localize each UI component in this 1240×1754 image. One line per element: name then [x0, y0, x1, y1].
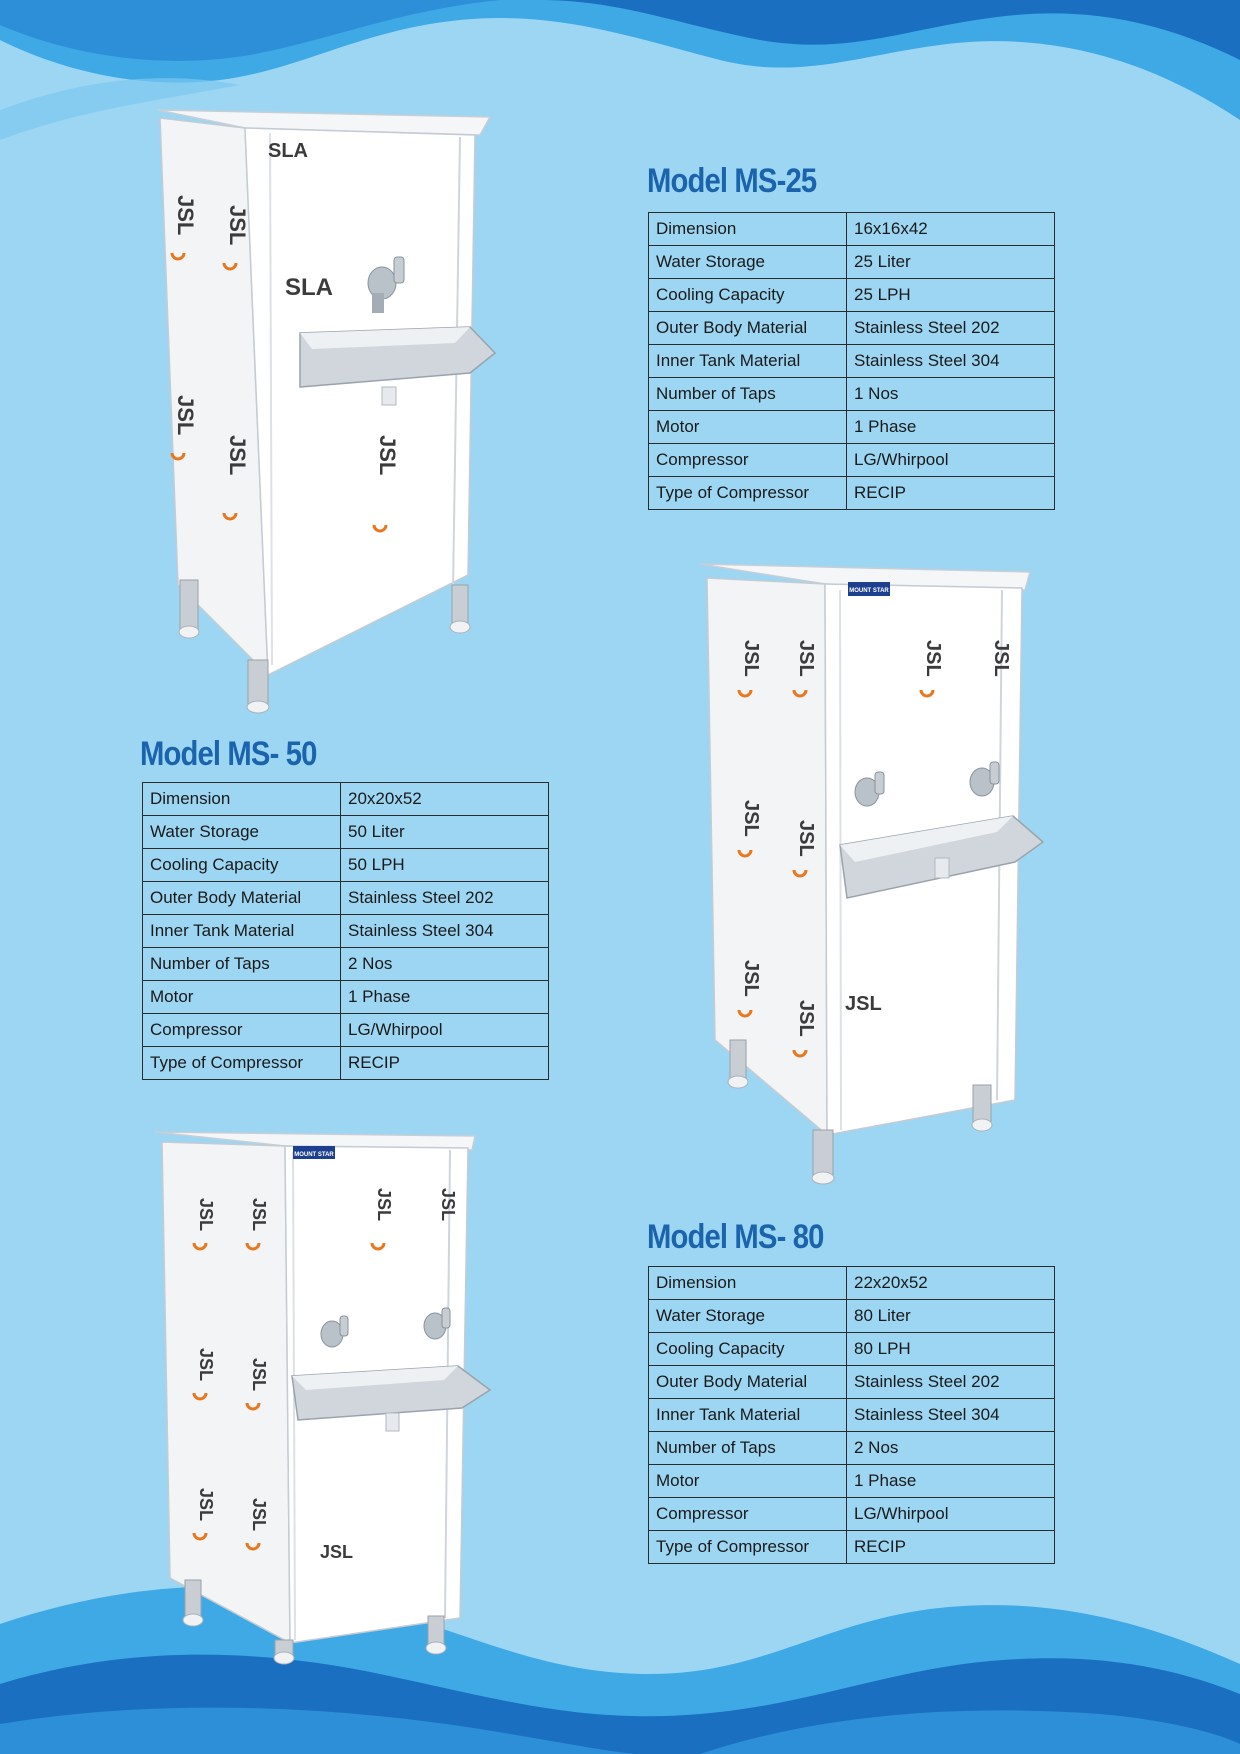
spec-row [649, 1399, 1055, 1432]
spec-label: Outer Body Material [649, 1366, 847, 1399]
spec-value: RECIP [847, 1531, 1055, 1564]
svg-text:JSL: JSL [375, 435, 400, 476]
spec-row [143, 948, 549, 981]
svg-text:JSL: JSL [922, 640, 944, 677]
spec-value: 50 LPH [341, 849, 549, 882]
spec-value: 2 Nos [847, 1432, 1055, 1465]
spec-value: LG/Whirpool [341, 1014, 549, 1047]
svg-text:JSL: JSL [740, 800, 762, 837]
spec-label: Outer Body Material [143, 882, 341, 915]
spec-value: 22x20x52 [847, 1267, 1055, 1300]
svg-text:JSL: JSL [374, 1188, 394, 1222]
spec-value: Stainless Steel 304 [847, 345, 1055, 378]
spec-value: Stainless Steel 304 [341, 915, 549, 948]
svg-text:JSL: JSL [249, 1498, 269, 1532]
spec-row [143, 1014, 549, 1047]
svg-text:JSL: JSL [196, 1348, 216, 1382]
spec-label: Type of Compressor [649, 1531, 847, 1564]
spec-value: 25 LPH [847, 279, 1055, 312]
svg-text:JSL: JSL [249, 1358, 269, 1392]
spec-row [143, 849, 549, 882]
svg-text:JSL: JSL [249, 1198, 269, 1232]
spec-row [649, 312, 1055, 345]
spec-row [143, 1047, 549, 1080]
svg-text:JSL: JSL [740, 960, 762, 997]
svg-text:JSL: JSL [173, 395, 198, 436]
spec-value: Stainless Steel 304 [847, 1399, 1055, 1432]
spec-label: Water Storage [649, 246, 847, 279]
spec-value: Stainless Steel 202 [847, 312, 1055, 345]
spec-row [649, 1267, 1055, 1300]
svg-text:JSL: JSL [196, 1488, 216, 1522]
spec-label: Cooling Capacity [649, 1333, 847, 1366]
svg-text:JSL: JSL [795, 1000, 817, 1037]
spec-label: Cooling Capacity [649, 279, 847, 312]
svg-text:SLA: SLA [285, 274, 333, 301]
spec-value: 80 Liter [847, 1300, 1055, 1333]
spec-label: Compressor [649, 1498, 847, 1531]
svg-text:JSL: JSL [225, 205, 250, 246]
spec-value: Stainless Steel 202 [341, 882, 549, 915]
spec-row [143, 816, 549, 849]
spec-row [649, 345, 1055, 378]
spec-value: Stainless Steel 202 [847, 1366, 1055, 1399]
svg-text:JSL: JSL [438, 1188, 458, 1222]
mount-star-badge [848, 582, 890, 596]
svg-text:JSL: JSL [225, 435, 250, 476]
spec-row [649, 246, 1055, 279]
spec-row [649, 378, 1055, 411]
spec-row [649, 444, 1055, 477]
svg-text:JSL: JSL [795, 820, 817, 857]
spec-row [649, 1333, 1055, 1366]
spec-label: Inner Tank Material [143, 915, 341, 948]
spec-value: 1 Phase [341, 981, 549, 1014]
spec-value: 50 Liter [341, 816, 549, 849]
spec-row [649, 1300, 1055, 1333]
spec-label: Motor [143, 981, 341, 1014]
svg-text:JSL: JSL [990, 640, 1012, 677]
spec-label: Number of Taps [649, 378, 847, 411]
svg-text:JSL: JSL [740, 640, 762, 677]
spec-value: 20x20x52 [341, 783, 549, 816]
svg-text:MOUNT STAR: MOUNT STAR [294, 1152, 334, 1158]
spec-value: 16x16x42 [847, 213, 1055, 246]
spec-label: Water Storage [649, 1300, 847, 1333]
spec-label: Type of Compressor [649, 477, 847, 510]
svg-text:JSL: JSL [173, 195, 198, 236]
spec-label: Inner Tank Material [649, 1399, 847, 1432]
svg-text:JSL: JSL [795, 640, 817, 677]
svg-text:JSL: JSL [320, 1542, 354, 1562]
spec-row [143, 882, 549, 915]
spec-value: LG/Whirpool [847, 1498, 1055, 1531]
spec-value: 1 Phase [847, 1465, 1055, 1498]
spec-row [649, 411, 1055, 444]
svg-text:JSL: JSL [845, 993, 882, 1015]
model-ms25-spec-table [648, 212, 1055, 510]
spec-label: Motor [649, 411, 847, 444]
spec-row [649, 1531, 1055, 1564]
spec-value: RECIP [847, 477, 1055, 510]
spec-row [143, 783, 549, 816]
spec-value: RECIP [341, 1047, 549, 1080]
svg-text:MOUNT STAR: MOUNT STAR [849, 588, 889, 594]
spec-row [649, 1498, 1055, 1531]
model-ms50-spec-table [142, 782, 549, 1080]
spec-row [143, 915, 549, 948]
spec-row [649, 1432, 1055, 1465]
spec-label: Number of Taps [649, 1432, 847, 1465]
mount-star-badge [293, 1146, 335, 1159]
spec-row [649, 1465, 1055, 1498]
model-ms50-title: Model MS- 50 [140, 735, 317, 773]
spec-label: Type of Compressor [143, 1047, 341, 1080]
spec-row [649, 279, 1055, 312]
spec-label: Motor [649, 1465, 847, 1498]
spec-row [143, 981, 549, 1014]
svg-text:JSL: JSL [196, 1198, 216, 1232]
spec-value: 2 Nos [341, 948, 549, 981]
spec-label: Dimension [143, 783, 341, 816]
model-ms80-spec-table [648, 1266, 1055, 1564]
spec-row [649, 1366, 1055, 1399]
spec-label: Water Storage [143, 816, 341, 849]
spec-row [649, 477, 1055, 510]
spec-value: 1 Phase [847, 411, 1055, 444]
model-ms25-title: Model MS-25 [647, 162, 817, 200]
brand-logo-text: SLA [268, 140, 308, 162]
cooler-ms80-image [695, 560, 1050, 1190]
spec-value: LG/Whirpool [847, 444, 1055, 477]
spec-label: Inner Tank Material [649, 345, 847, 378]
spec-label: Dimension [649, 1267, 847, 1300]
cooler-ms50-image [150, 1128, 495, 1668]
spec-value: 80 LPH [847, 1333, 1055, 1366]
spec-label: Compressor [649, 444, 847, 477]
spec-row [649, 213, 1055, 246]
spec-value: 25 Liter [847, 246, 1055, 279]
model-ms80-title: Model MS- 80 [647, 1218, 824, 1256]
spec-value: 1 Nos [847, 378, 1055, 411]
spec-label: Dimension [649, 213, 847, 246]
spec-label: Cooling Capacity [143, 849, 341, 882]
spec-label: Number of Taps [143, 948, 341, 981]
cooler-ms25-image [150, 105, 500, 715]
spec-label: Outer Body Material [649, 312, 847, 345]
spec-label: Compressor [143, 1014, 341, 1047]
